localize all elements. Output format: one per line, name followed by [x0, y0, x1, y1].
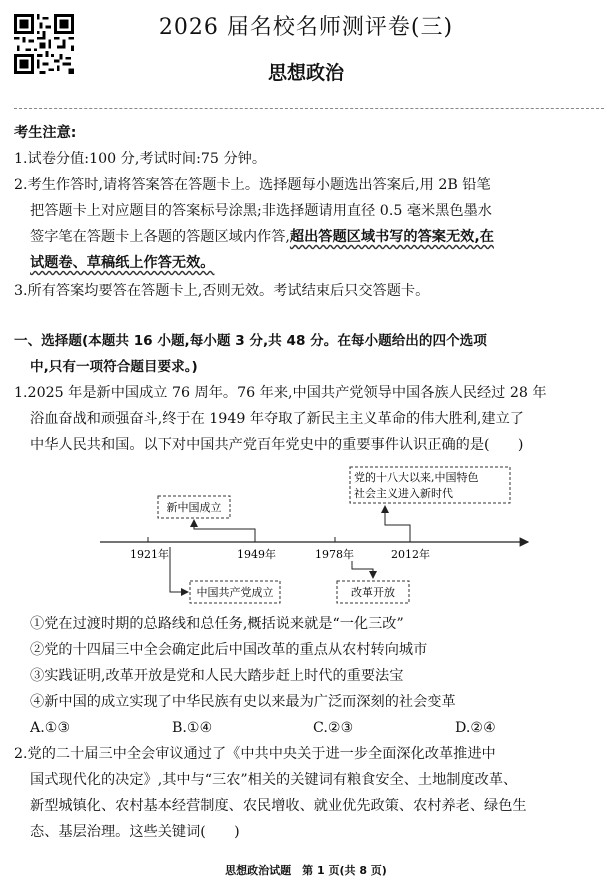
arrow-18th-congress [385, 506, 410, 537]
q1-statement-1: ①党在过渡时期的总路线和总任务,概括说来就是“一化三改” [30, 616, 404, 632]
year-label-1978: 1978年 [315, 548, 354, 561]
header-divider [14, 108, 604, 109]
party-history-timeline [0, 465, 612, 615]
q2-stem-line-4: 态、基层治理。这些关键词( ) [30, 824, 240, 840]
year-label-1949: 1949年 [237, 548, 276, 561]
exam-title: 2026 届名校名师测评卷(三) [158, 15, 454, 40]
box-reform-label: 改革开放 [351, 586, 395, 599]
page-footer: 思想政治试题 第 1 页(共 8 页) [225, 864, 387, 877]
notice-item-3: 3.所有答案均要答在答题卡上,否则无效。考试结束后只交答题卡。 [14, 283, 430, 299]
notice-item-2-line-2: 把答题卡上对应题目的答案标号涂黑;非选择题请用直径 0.5 毫米黑色墨水 [30, 203, 492, 219]
q1-choice-c: C.②③ [313, 720, 354, 736]
q1-choice-d: D.②④ [455, 720, 496, 736]
q1-statement-2: ②党的十四届三中全会确定此后中国改革的重点从农村转向城市 [30, 642, 428, 658]
q1-choice-a: A.①③ [30, 720, 71, 736]
notice-warning-text: 超出答题区域书写的答案无效,在 [289, 229, 494, 245]
notice-warning-text-2: 试题卷、草稿纸上作答无效。 [30, 255, 215, 271]
q1-stem-line-3: 中华人民共和国。以下对中国共产党百年党史中的重要事件认识正确的是( ) [30, 437, 524, 453]
section-heading-line-1: 一、选择题(本题共 16 小题,每小题 3 分,共 48 分。在每小题给出的四个选项 [14, 333, 487, 349]
notice-item-1: 1.试卷分值:100 分,考试时间:75 分钟。 [14, 151, 267, 167]
arrow-party-founded [170, 547, 188, 592]
q1-choice-b: B.①④ [172, 720, 213, 736]
year-label-1921: 1921年 [130, 548, 169, 561]
box-18th-congress-line-1: 党的十八大以来,中国特色 [354, 471, 479, 484]
notice-item-2-line-3-plain: 签字笔在答题卡上各题的答题区域内作答, [30, 229, 290, 245]
year-label-2012: 2012年 [391, 548, 430, 561]
box-18th-congress-line-2: 社会主义进入新时代 [354, 487, 453, 500]
notice-item-2-line-1: 2.考生作答时,请将答案答在答题卡上。选择题每小题选出答案后,用 2B 铅笔 [14, 177, 491, 193]
q1-stem-line-1: 1.2025 年是新中国成立 76 周年。76 年来,中国共产党领导中国各族人民经过 28 年 [14, 385, 547, 401]
box-new-china-label: 新中国成立 [166, 501, 222, 514]
q2-stem-line-2: 国式现代化的决定》,其中与“三农”相关的关键词有粮食安全、土地制度改革、 [30, 772, 518, 788]
q2-stem-line-3: 新型城镇化、农村基本经营制度、农民增收、就业优先政策、农村养老、绿色生 [30, 798, 527, 814]
section-heading-line-2: 中,只有一项符合题目要求。) [30, 359, 198, 375]
q1-statement-4: ④新中国的成立实现了中华民族有史以来最为广泛而深刻的社会变革 [30, 694, 456, 710]
notice-heading: 考生注意: [14, 125, 77, 141]
subject-title: 思想政治 [267, 62, 344, 84]
q1-statement-3: ③实践证明,改革开放是党和人民大踏步赶上时代的重要法宝 [30, 668, 404, 684]
arrow-reform [352, 561, 373, 578]
arrow-new-china [194, 520, 255, 537]
notice-item-2-line-3 [30, 227, 494, 247]
q1-stem-line-2: 浴血奋战和顽强奋斗,终于在 1949 年夺取了新民主主义革命的伟大胜利,建立了 [30, 411, 524, 427]
q2-stem-line-1: 2.党的二十届三中全会审议通过了《中共中央关于进一步全面深化改革推进中 [14, 746, 496, 762]
box-party-founded-label: 中国共产党成立 [196, 586, 274, 599]
